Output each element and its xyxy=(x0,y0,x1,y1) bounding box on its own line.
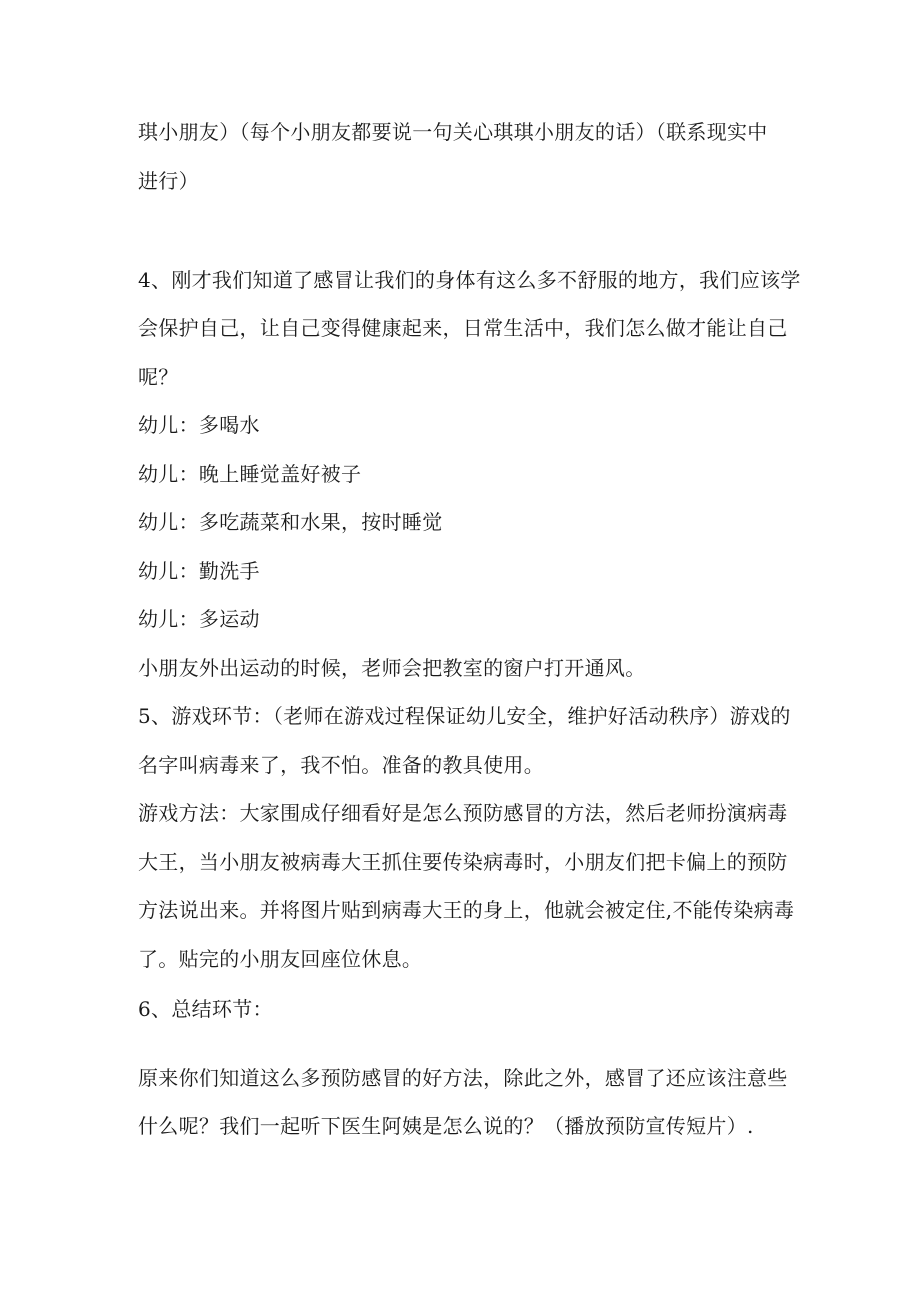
text-line-18: 6、总结环节： xyxy=(138,997,273,1021)
text-line-20: 什么呢？我们一起听下医生阿姨是怎么说的？（播放预防宣传短片）. xyxy=(138,1114,754,1138)
text-line-1: 琪小朋友）（每个小朋友都要说一句关心琪琪小朋友的话）（联系现实中 xyxy=(138,120,768,144)
text-line-14: 游戏方法：大家围成仔细看好是怎么预防感冒的方法，然后老师扮演病毒 xyxy=(138,801,788,825)
text-line-2: 进行） xyxy=(138,169,199,193)
text-line-7: 幼儿：晚上睡觉盖好被子 xyxy=(138,462,362,486)
text-line-15: 大王，当小朋友被病毒大王抓住要传染病毒时，小朋友们把卡偏上的预防 xyxy=(138,850,788,874)
text-line-3: 4、刚才我们知道了感冒让我们的身体有这么多不舒服的地方，我们应该学 xyxy=(138,268,801,292)
text-line-6: 幼儿：多喝水 xyxy=(138,413,260,437)
text-line-5: 呢？ xyxy=(138,365,179,389)
text-line-4: 会保护自己，让自己变得健康起来，日常生活中，我们怎么做才能让自己 xyxy=(138,316,788,340)
text-line-12: 5、游戏环节：（老师在游戏过程保证幼儿安全，维护好活动秩序）游戏的 xyxy=(138,704,791,728)
text-line-10: 幼儿：多运动 xyxy=(138,607,260,631)
text-line-13: 名字叫病毒来了，我不怕。准备的教具使用。 xyxy=(138,753,544,777)
text-line-8: 幼儿：多吃蔬菜和水果，按时睡觉 xyxy=(138,510,443,534)
text-line-19: 原来你们知道这么多预防感冒的好方法，除此之外，感冒了还应该注意些 xyxy=(138,1066,788,1090)
text-line-11: 小朋友外出运动的时候，老师会把教室的窗户打开通风。 xyxy=(138,656,646,680)
text-line-9: 幼儿：勤洗手 xyxy=(138,559,260,583)
text-line-17: 了。贴完的小朋友回座位休息。 xyxy=(138,947,423,971)
text-line-16: 方法说出来。并将图片贴到病毒大王的身上，他就会被定住,不能传染病毒 xyxy=(138,898,795,922)
